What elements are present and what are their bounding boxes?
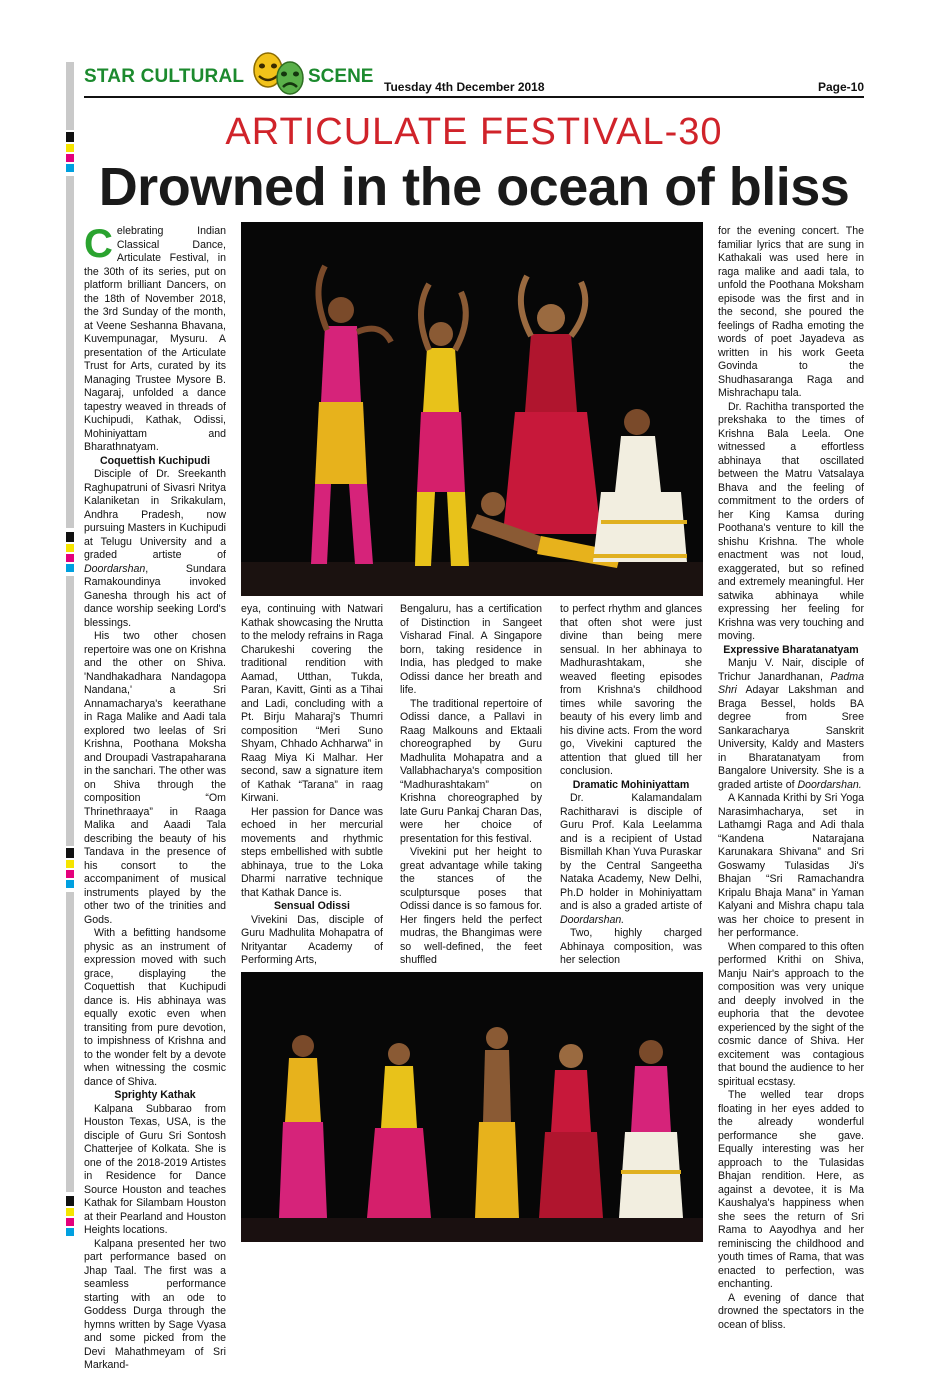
registration-mark [66,144,74,152]
registration-mark [66,870,74,878]
article-column-5 [718,225,864,1332]
masthead-title-left: STAR CULTURAL [84,66,245,87]
subheading-kuchipudi: Coquettish Kuchipudi [99,454,211,467]
article-column-2 [241,603,383,968]
registration-mark [66,1196,74,1206]
paragraph: for the evening concert. The familiar lyrics that are sung in Kathakali was used here in raga malike and aadi tala, to unfold the Poothana Moksham episode was the first and in the second, she poured the feelings of Radha emoting the words of poet Jayadeva as written in his work Geeta Govinda to the Shudhasaranga Raga and Mishrachapu tala. [718,225,864,399]
registration-mark [66,164,74,172]
paragraph: Kalpana presented her two part performance based on Jhap Taal. The first was a seamless performance starting with an ode to Goddess Durga through the hymns written by Sage Vyasa and some picked from the Devi Mahathmeyam of Sri Markand- [84,1237,226,1371]
registration-mark [66,1228,74,1236]
paragraph: His two other chosen repertoire was one on Krishna and the other on Shiva. 'Nandhakadhara Nandagopa Nandana,' a Sri Annamacharya's keerathane in Raga Malike and Aadi tala explored two leelas of Sri Krishna, Poothana Moksha and Droupadi Vastrapaharana in the sanchari. The other was on Shiva through the composition “Om Thrinethraaya” in Raaga Malika and Aaadi Tala describing the beauty of his Tandava in the presence of his consort to the accompaniment of musical instruments played by the other two of the trinities and Gods. [84,630,226,926]
photo-dancers-group-top [241,222,703,596]
margin-gray-bar [66,576,74,846]
headline: Drowned in the ocean of bliss [98,157,850,217]
subheading-mohiniyattam: Dramatic Mohiniyattam [572,778,690,791]
subheading-bharatanatyam: Expressive Bharatanatyam [723,643,859,656]
text-run: Manju V. Nair, disciple of Trichur Janardhanan, [718,657,864,683]
registration-mark [66,154,74,162]
text-emphasis: Doordarshan. [797,778,862,791]
masthead-title-right: SCENE [308,66,374,87]
registration-mark [66,880,74,888]
text-run: Dr. Kalamandalam Rachitharavi is disciple of Guru Prof. Kala Leelamma and is a recipient of Ustad Bismillah Khan Yuva Puraskar by the Central Sangeetha Nataka Academy, New Delhi, Ph.D holder in Mohiniyattam and is also a graded artiste of [560,792,702,912]
paragraph: to perfect rhythm and glances that often shot were just divine than being mere sensual. In her abhinaya to Madhurashtakam, she weaved fleeting episodes from Krishna's childhood times while savoring the beauty of his every limb and his divine acts. From the word go, Vivekini captured the attention that glued till her conclusion. [560,603,702,777]
registration-mark [66,554,74,562]
registration-mark [66,564,74,572]
article-column-4 [560,603,702,968]
issue-date: Tuesday 4th December 2018 [384,80,545,94]
registration-mark [66,532,74,542]
text-run: Adayar Lakshman and Braga Bessel, holds BA degree from Sree Sankaracharya Sanskrit University, Kaldy and Masters in Bharatanatyam from Bangalore University. She is a graded artiste of [718,684,864,791]
subheading-odissi: Sensual Odissi [274,900,350,912]
text-emphasis: Doordarshan [84,562,146,575]
registration-mark [66,544,74,552]
paragraph: Bengaluru, has a certification of Distinction in Sangeet Visharad Final. A Singapore born, taking residence in India, has pledged to make Odissi dance her breath and life. [400,603,542,696]
text-emphasis: Doordarshan. [560,913,625,926]
registration-mark [66,860,74,868]
paragraph: The welled tear drops floating in her eyes added to the already wonderful performance she gave. Equally interesting was her approach to the Tulasidas Bhajan rendition. Here, as against a devotee, it is Ma Kaushalya's happiness when she sees the return of Sri Rama to Aayodhya and her reminiscing the childhood and youth times of Rama, that was enacted to perfection, was enchanting. [718,1089,864,1290]
subheading-kathak: Sprighty Kathak [114,1089,196,1101]
text-run: , Sundara Ramakoundinya invoked Ganesha through his act of dance worship seeking Lord's blessings. [84,562,226,629]
registration-mark [66,848,74,858]
text-run: Disciple of Dr. Sreekanth Raghupatruni of Sivasri Nritya Kalaniketan in Srikakulam, Andhra Pradesh, now pursuing Masters in Kuchipudi at Telugu University and a graded artiste of [84,468,226,561]
paragraph: When compared to this often performed Krithi on Shiva, Manju Nair's approach to the composition was very unique and deeply involved in the euphoria that the devotee experienced by the sight of the cosmic dance of Shiva. Her excitement was contagious that bound the audience to her spiritual ecstasy. [718,940,864,1088]
paragraph [718,657,864,792]
paragraph: The traditional repertoire of Odissi dance, a Pallavi in Raag Malkouns and Ektaali choreographed by Guru Madhulita Mohapatra and a Vallabhacharya's composition “Madhurashtakam” on Krishna choreographed by late Guru Pankaj Charan Das, were her choice of presentation for this festival. [400,697,542,845]
registration-mark [66,1218,74,1226]
page-number: Page-10 [817,80,864,94]
paragraph: eya, continuing with Natwari Kathak showcasing the Nrutta to the melody refrains in Raga Charukeshi covering the traditional rendition with Aamad, Utthan, Tukda, Paran, Kavitt, Ginti as a Tihai and Ladi, concluding with a Pt. Birju Maharaj's Thumri composition “Meri Suno Shyam, Chhado Achharwa” in Raag Miya Ki Malhar. Her second, saw a signature item of Kathak “Tarana” in raag Kirwani. [241,603,383,804]
drop-cap: C [84,222,113,266]
paragraph: With a befitting handsome physic as an instrument of expression moved with such grace, displaying the Coquettish that Kuchipudi dance is. His abhinaya was equally exotic even when transiting from pure devotion, to impishness of Krishna and to the wonder felt by a devote when witnessing the cosmic dance of Shiva. [84,927,226,1088]
article-intro-paragraph [84,222,226,455]
masthead [84,60,864,100]
paragraph: Dr. Rachitha transported the prekshaka to the times of Krishna Bala Leela. One witnessed a effortless abhinaya that oscillated between the Matru Vatsalaya Bhava and the feeling of commitment to the orders of her King Kamsa during Poothana's venture to kill the shishu Krishna. The whole enactment was not loud, exaggerated, but so refined and extremely meaningful. Her satwika abhinaya while expressing her feeling for Krishna was very touching and moving. [718,400,864,642]
intro-text: elebrating Indian Classical Dance, Articulate Festival, in the 30th of its series, put on platform brilliant Dancers, on the 18th of November 2018, the 3rd Sunday of the month, at Veene Seshanna Bhavana, Kuvempunagar, Mysuru. A presentation of the Articulate Trust for Arts, curated by its Managing Trustee Mysore B. Nagaraj, unfolded a dance tapestry weaved in threads of Kuchipudi, Kathak, Odissi, Mohiniyattam and Bharathnatyam. [84,225,226,453]
kicker-title: ARTICULATE FESTIVAL-30 [225,111,723,153]
paragraph [560,792,702,927]
paragraph: Vivekini Das, disciple of Guru Madhulita Mohapatra of Nrityantar Academy of Performing Arts, [241,913,383,966]
article-column-1 [84,222,226,1373]
paragraph: A evening of dance that drowned the spectators in the ocean of bliss. [718,1291,864,1331]
text-emphasis: Padma Shri [718,670,864,696]
masthead-divider [84,96,864,98]
paragraph [84,468,226,630]
paragraph: Her passion for Dance was echoed in her mercurial movements and rhythmic steps embellished with subtle abhinaya, true to the Loka Dharmi narrative technique that Kathak Dance is. [241,805,383,899]
article-column-3 [400,603,542,968]
margin-gray-bar [66,176,74,528]
margin-gray-bar [66,892,74,1192]
paragraph: Vivekini put her height to great advantage while taking the stances of the sculptursque poses that Odissi dance is so famous for. Her fingers held the perfect mudras, the Bhangimas were so well-defined, the feet shuffled [400,846,542,966]
registration-mark [66,1208,74,1216]
paragraph: Two, highly charged Abhinaya composition, was her selection [560,927,702,966]
photo-dancers-lineup-bottom [241,972,703,1242]
margin-gray-bar [66,62,74,130]
paragraph: Kalpana Subbarao from Houston Texas, USA, is the disciple of Guru Sri Sontosh Chatterjee of Kolkata. She is one of the 2018-2019 Artistes in Residence for Dance Source Houston and teaches Kathak for Silambam Houston at their Pearland and Houston Heights locations. [84,1102,226,1236]
registration-mark [66,132,74,142]
paragraph: A Kannada Krithi by Sri Yoga Narasimhacharya, set in Lathamgi Raga and Adi thala “Kandena Natarajana Karunakara Shivana” and Sri Goswamy Tulasidas Ji's Bhajan “Sri Ramachandra Kripalu Bhaja Mana” in Yaman Kalyani and Mishra chapu tala was her choice to present in her performance. [718,792,864,939]
theatre-masks-icon [248,50,310,98]
